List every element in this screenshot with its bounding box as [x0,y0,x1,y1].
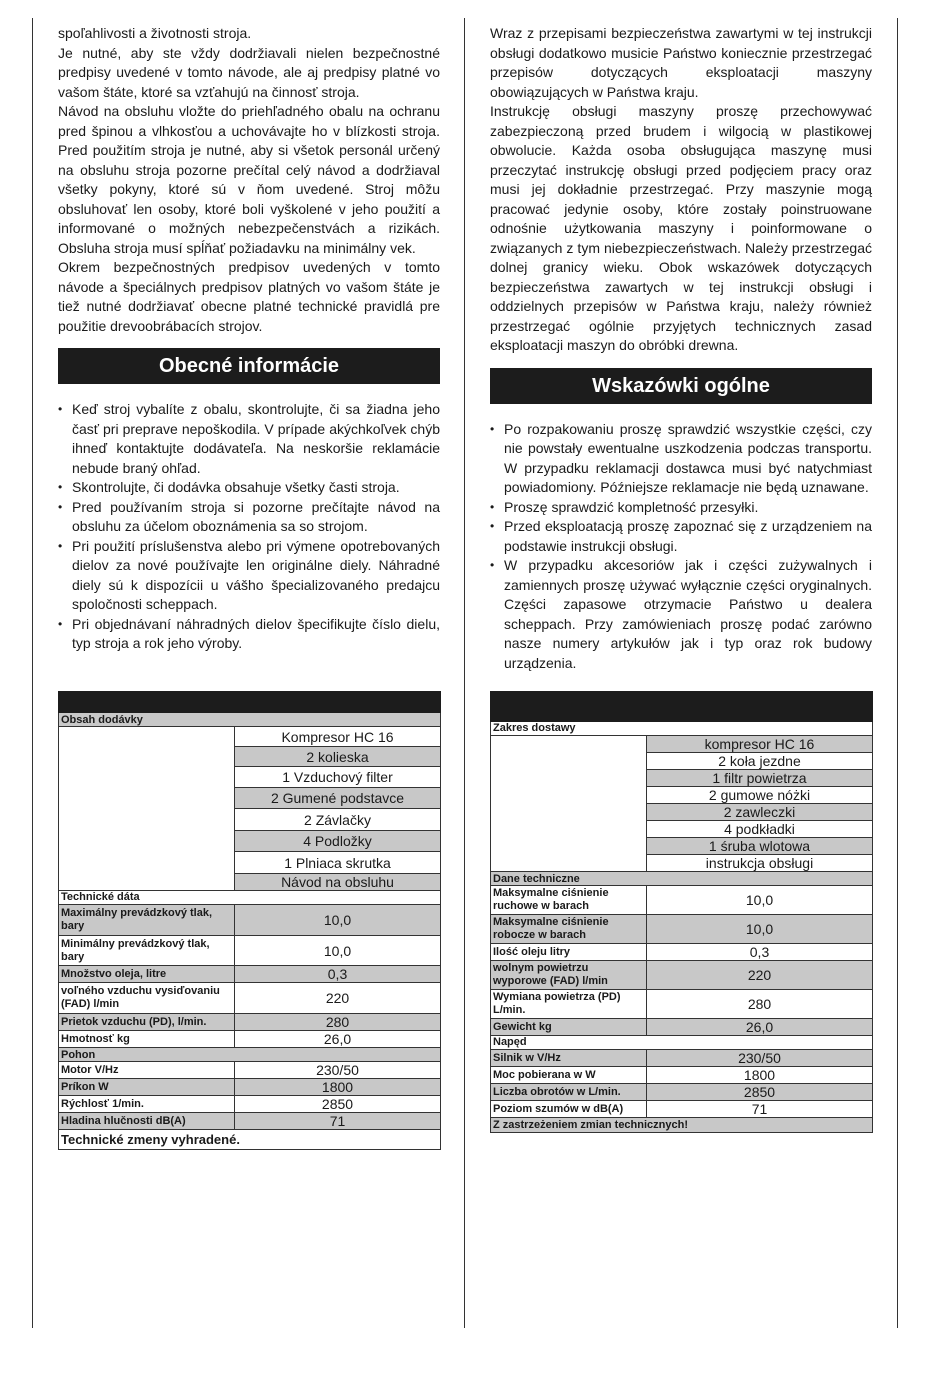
spec-value: 10,0 [235,905,441,936]
spec-label: Minimálny prevádzkový tlak, bary [59,936,235,966]
bullet-item: • Pri použití príslušenstva alebo pri výmene opotrebovaných dielov za nové používajte len originálne diely. Náhradné diely sú k dispozícii u vášho špecializovaného predajcu spoločnosti scheppach. [58,537,440,615]
table-footer: Z zastrzeżeniem zmian technicznych! [491,1118,873,1133]
spec-value: 2850 [235,1096,441,1113]
delivery-blank [59,727,235,891]
drive-label: Pohon [59,1048,441,1062]
spec-label: Gewicht kg [491,1019,647,1036]
bullet-item: • Keď stroj vybalíte z obalu, skontrolujte, či sa žiadna jeho časť pri preprave nepoškodila. V prípade akýchkoľvek chýb ihneď kontaktujte dodávateľa. Na neskoršie reklamácie nebude braný ohľad. [58,400,440,478]
spec-value: 71 [235,1113,441,1130]
delivery-item: Kompresor HC 16 [235,727,441,747]
delivery-item: 2 Gumené podstavce [235,788,441,809]
spec-label: Motor V/Hz [59,1062,235,1079]
intro-paragraph: Wraz z przepisami bezpieczeństwa zawartymi w tej instrukcji obsługi dodatkowo musicie Państwo koniecznie przestrzegać przepisów dotyczących eksploatacji maszyny obowiązujących w Państwa kraju. [490,25,872,100]
delivery-item: 2 gumowe nóżki [647,787,873,804]
center-divider [464,18,465,1328]
tech-label: Dane techniczne [491,872,873,886]
spec-value: 10,0 [647,915,873,944]
bullet-item: • W przypadku akcesoriów jak i części zużywalnych i zamiennych proszę używać wyłącznie części oryginalnych. Części zapasowe otrzymacie Państwo u dealera scheppach. Przy zamówieniach proszę podać zarówno nasze numery artykułów jak i typ oraz rok budowy urządzenia. [490,556,872,673]
drive-label: Napęd [491,1036,873,1050]
table-footer: Technické zmeny vyhradené. [59,1130,441,1150]
spec-label: wolnym powietrzu wyporowe (FAD) l/min [491,961,647,990]
bullet-item: • Proszę sprawdzić kompletność przesyłki. [490,498,872,518]
spec-value: 1800 [647,1067,873,1084]
delivery-item: Návod na obsluhu [235,874,441,891]
spec-value: 220 [235,983,441,1014]
bullet-item: • Po rozpakowaniu proszę sprawdzić wszystkie części, czy nie powstały ewentualne uszkodzenia podczas transportu. W przypadku reklamacji dostawca musi być natychmiast powiadomiony. Późniejsze reklamacje nie będą uznawane. [490,420,872,498]
delivery-blank [491,736,647,872]
spec-label: Maksymalne ciśnienie ruchowe w barach [491,886,647,915]
bullet-item: • Pred používaním stroja si pozorne prečítajte návod na obsluhu za účelom oboznámenia sa so strojom. [58,498,440,537]
spec-value: 280 [647,990,873,1019]
slovak-column [58,24,440,654]
bullet-list [490,420,872,674]
spec-label: Maksymalne ciśnienie robocze w barach [491,915,647,944]
delivery-item: 2 koła jezdne [647,753,873,770]
spec-label: Rýchlosť 1/min. [59,1096,235,1113]
spec-label: Hladina hlučnosti dB(A) [59,1113,235,1130]
spec-value: 230/50 [647,1050,873,1067]
spec-value: 2850 [647,1084,873,1101]
spec-label: Príkon W [59,1079,235,1096]
intro-paragraph: Instrukcję obsługi maszyny proszę przechowywać zabezpieczoną przed brudem i wilgocią w plastikowej obwolucie. Każda osoba obsługująca maszynę musi przeczytać instrukcję obsługi przed podjęciem pracy oraz musi jej dokładnie przestrzegać. Przy maszynie mogą pracować jedynie osoby, które zostały poinstruowane odnośnie użytkowania maszyny i poinformowane o związanych z tym niebezpieczeństwach. Należy przestrzegać dolnej granicy wieku. Obok wskazówek dotyczących bezpieczeństwa zawartych w tej instrukcji obsługi i oddzielnych przepisów w Państwa kraju, należy również przestrzegać ogólnie przyjętych technicznych zasad eksploatacji maszyn do obróbki drewna. [490,103,872,353]
delivery-item: 4 Podložky [235,831,441,852]
bullet-item: • Pri objednávaní náhradných dielov špecifikujte číslo dielu, typ stroja a rok jeho výroby. [58,615,440,654]
spec-label: Poziom szumów w dB(A) [491,1101,647,1118]
spec-value: 280 [235,1014,441,1031]
spec-value: 26,0 [235,1031,441,1048]
spec-label: Prietok vzduchu (PD), l/min. [59,1014,235,1031]
delivery-item: 1 Vzduchový filter [235,767,441,788]
spec-value: 230/50 [235,1062,441,1079]
spec-value: 10,0 [647,886,873,915]
delivery-item: kompresor HC 16 [647,736,873,753]
spec-label: Množstvo oleja, litre [59,966,235,983]
spec-value: 10,0 [235,936,441,966]
spec-label: Silnik w V/Hz [491,1050,647,1067]
spec-value: 220 [647,961,873,990]
section-heading: Wskazówki ogólne [490,368,872,404]
spec-label: Moc pobierana w W [491,1067,647,1084]
delivery-item: 2 kolieska [235,747,441,767]
spec-label: Liczba obrotów w L/min. [491,1084,647,1101]
spec-value: 0,3 [235,966,441,983]
delivery-item: 1 śruba wlotowa [647,838,873,855]
delivery-item: 1 Plniaca skrutka [235,852,441,874]
spec-value: 1800 [235,1079,441,1096]
left-margin-line [32,18,33,1328]
intro-paragraph: Je nutné, aby ste vždy dodržiavali nielen bezpečnostné predpisy uvedené v tomto návode, ale aj predpisy platné vo vašom štáte, ktoré sa vzťahujú na činnosť stroja. [58,44,440,100]
right-margin-line [897,18,898,1328]
spec-label: Ilość oleju litry [491,944,647,961]
spec-label: voľného vzduchu vysiďovaniu (FAD) l/min [59,983,235,1014]
bullet-item: • Skontrolujte, či dodávka obsahuje všetky časti stroja. [58,478,440,498]
spec-value: 26,0 [647,1019,873,1036]
delivery-item: 4 podkładki [647,821,873,838]
spec-value: 71 [647,1101,873,1118]
bullet-item: • Przed eksploatacją proszę zapoznać się z urządzeniem na podstawie instrukcji obsługi. [490,517,872,556]
intro-paragraph: Návod na obsluhu vložte do priehľadného obalu na ochranu pred špinou a vlhkosťou a uchovávajte ho v blízkosti stroja. Pred použitím stroja je nutné, aby si všetok personál určený na obsluhu stroja pozorne prečítal celý návod a dodržiaval všetky pokyny, ktoré sú v ňom uvedené. Stroj môžu obsluhovať len osoby, ktoré boli vyškolené v jeho použití a informované o možných nebezpečenstvách a rizikách. Obsluha stroja musí spĺňať požiadavku na minimálny vek. [58,103,440,256]
delivery-label: Obsah dodávky [59,713,441,727]
delivery-item: 2 zawleczki [647,804,873,821]
delivery-label: Zakres dostawy [491,722,873,736]
intro-paragraph: spoľahlivosti a životnosti stroja. [58,25,252,41]
tech-label: Technické dáta [59,891,441,905]
spec-value: 0,3 [647,944,873,961]
spec-table-sk [58,691,441,1150]
delivery-item: 1 filtr powietrza [647,770,873,787]
polish-column [490,24,872,673]
delivery-item: instrukcja obsługi [647,855,873,872]
section-heading: Obecné informácie [58,348,440,384]
delivery-item: 2 Závlačky [235,809,441,831]
spec-label: Hmotnosť kg [59,1031,235,1048]
intro-paragraph: Okrem bezpečnostných predpisov uvedených v tomto návode a špeciálnych predpisov platných vo vašom štáte je tiež nutné dodržiavať obecne platné technické pravidlá pre použitie drevoobrábacích strojov. [58,259,440,334]
spec-label: Wymiana powietrza (PD) L/min. [491,990,647,1019]
spec-label: Maximálny prevádzkový tlak, bary [59,905,235,936]
spec-table-pl [490,691,873,1133]
bullet-list [58,400,440,654]
